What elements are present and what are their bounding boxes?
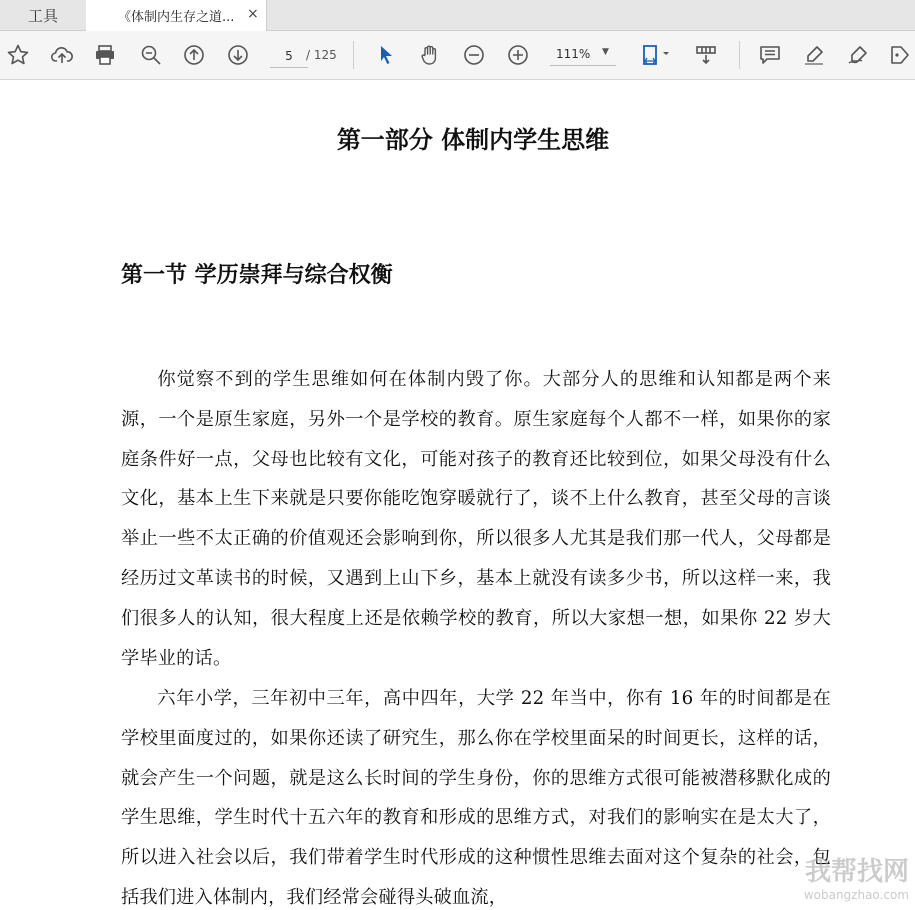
zoom-out-magnifier-icon[interactable] <box>137 41 165 69</box>
fit-page-icon[interactable] <box>638 41 674 69</box>
tab-tools-label: 工具 <box>27 6 58 25</box>
document-page <box>0 80 915 910</box>
paragraph: 六年小学，三年初中三年，高中四年，大学 22 年当中，你有 16 年的时间都是在学校里面度过的，如果你还读了研究生，那么你在学校里面呆的时间更长，这样的话，就会产生一个问题，就是这么长时间的学生身份，你的思维方式很可能被潜移默化成的学生思维，学生时代十五六年的教育和形成的思维方式，对我们的影响实在是太大了，所以进入社会以后，我们带着学生时代形成的这种惯性思维去面对这个复杂的社会，包括我们进入体制内，我们经常会碰得头破血流， <box>121 688 831 908</box>
paragraph: 你觉察不到的学生思维如何在体制内毁了你。大部分人的思维和认知都是两个来源，一个是原生家庭，另外一个是学校的教育。原生家庭每个人都不一样，如果你的家庭条件好一点，父母也比较有文化，可能对孩子的教育还比较到位，如果父母没有什么文化，基本上生下来就是只要你能吃饱穿暖就行了，谈不上什么教育，甚至父母的言谈举止一些不太正确的价值观还会影响到你，所以很多人尤其是我们那一代人，父母都是经历过文革读书的时候，又遇到上山下乡，基本上就没有读多少书，所以这样一来，我们很多人的认知，很大程度上还是依赖学校的教育，所以大家想一想，如果你 22 岁大学毕业的话。 <box>121 369 831 669</box>
highlight-pen-icon[interactable] <box>800 41 828 69</box>
tab-tools[interactable] <box>0 0 87 30</box>
part-heading: 第一部分 体制内学生思维 <box>336 126 610 154</box>
zoom-in-icon[interactable] <box>504 41 532 69</box>
zoom-level-dropdown[interactable] <box>550 45 616 66</box>
hand-tool-icon[interactable] <box>416 41 444 69</box>
tab-document-title: 《体制内生存之道... <box>118 10 235 25</box>
page-total: / 125 <box>306 48 337 62</box>
bookmark-star-icon[interactable] <box>4 41 32 69</box>
comment-icon[interactable] <box>756 41 784 69</box>
zoom-out-icon[interactable] <box>460 41 488 69</box>
tab-document[interactable] <box>86 0 267 31</box>
toolbar-divider <box>739 41 740 69</box>
page-number-input[interactable] <box>270 45 308 68</box>
select-cursor-icon[interactable] <box>372 41 400 69</box>
share-tag-icon[interactable] <box>886 41 914 69</box>
zoom-value: 111% <box>556 47 591 61</box>
scroll-mode-icon[interactable] <box>692 41 720 69</box>
close-tab-button[interactable]: × <box>247 6 259 22</box>
chevron-down-icon: ▼ <box>602 47 609 57</box>
sign-pen-icon[interactable] <box>844 41 872 69</box>
previous-page-icon[interactable] <box>180 41 208 69</box>
toolbar-divider <box>353 41 354 69</box>
tab-bar <box>0 0 915 31</box>
watermark-main: 我帮找网 <box>804 857 909 887</box>
toolbar <box>0 31 915 80</box>
upload-cloud-icon[interactable] <box>48 41 76 69</box>
section-heading: 第一节 学历崇拜与综合权衡 <box>121 263 393 288</box>
print-icon[interactable] <box>91 41 119 69</box>
watermark <box>804 851 909 902</box>
watermark-sub: wobangzhao.com <box>803 888 909 902</box>
next-page-icon[interactable] <box>224 41 252 69</box>
